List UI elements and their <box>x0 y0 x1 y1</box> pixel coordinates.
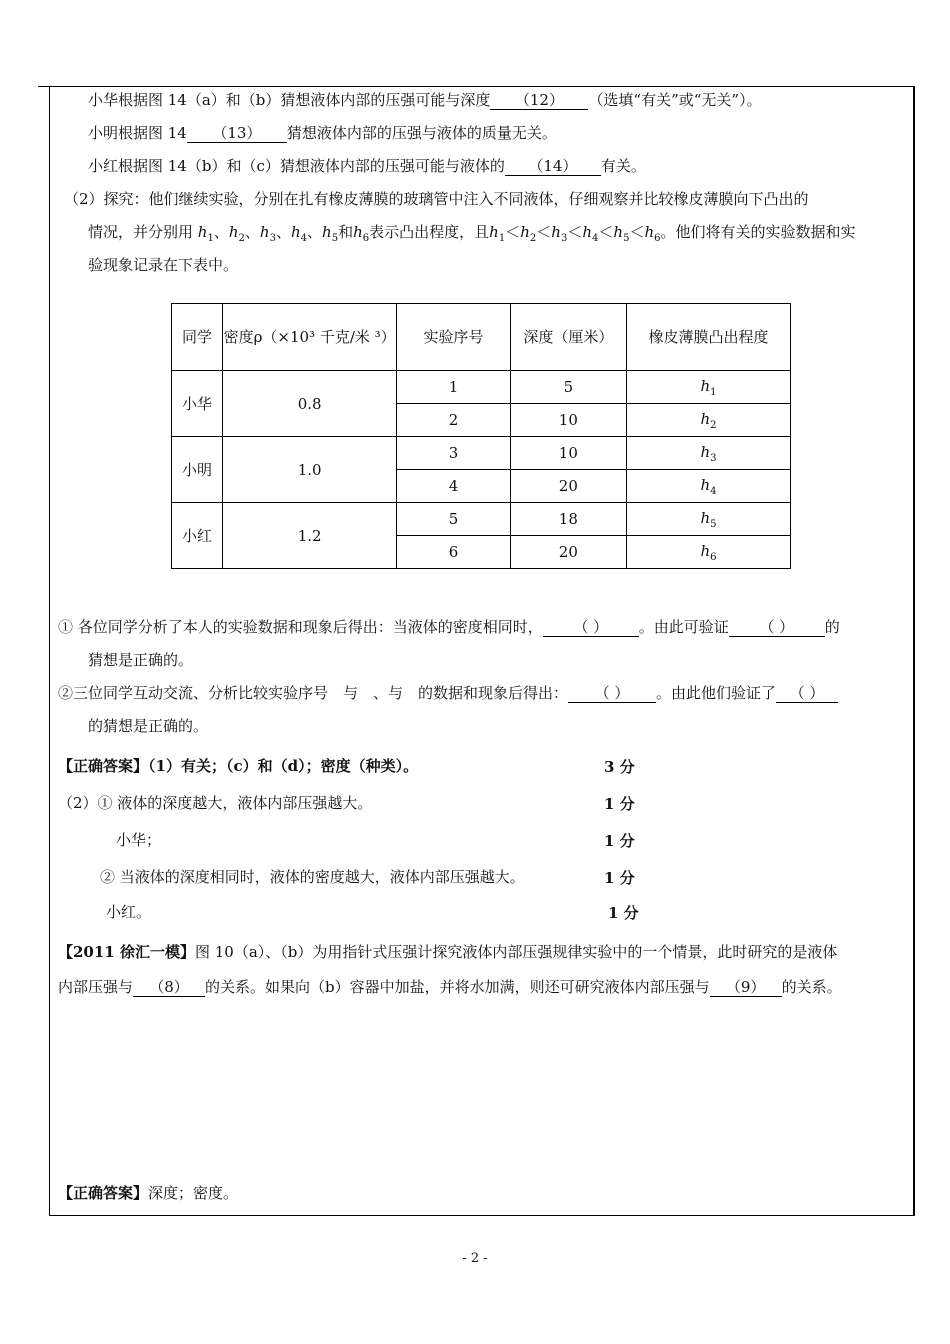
depth-cell: 5 <box>510 371 626 404</box>
student-cell: 小华 <box>172 371 223 437</box>
bulge-cell: $h_6$ <box>626 536 790 569</box>
score-2: 1 分 <box>604 795 635 813</box>
trial-cell: 6 <box>397 536 511 569</box>
student-cell: 小红 <box>172 503 223 569</box>
trial-cell: 1 <box>397 371 511 404</box>
question-2: ②三位同学互动交流、分析比较实验序号 与 、与 的数据和现象后得出： （ ） 。由此他们验证了 （ ） <box>58 683 838 703</box>
depth-cell: 18 <box>510 503 626 536</box>
col-header-bulge: 橡皮薄膜凸出程度 <box>626 304 790 371</box>
col-header-student: 同学 <box>172 304 223 371</box>
guess-xiaoming: 小明根据图 14 （13） 猜想液体内部的压强与液体的质量无关。 <box>88 124 557 142</box>
trial-cell: 4 <box>397 470 511 503</box>
answer-2: 【正确答案】深度；密度。 <box>58 1184 239 1202</box>
table-row <box>172 503 791 536</box>
depth-cell: 20 <box>510 536 626 569</box>
table-header-row <box>172 304 791 371</box>
trial-cell: 2 <box>397 404 511 437</box>
col-header-density: 密度ρ（×10³ 千克/米 ³） <box>223 304 397 371</box>
question-2-line-2: 的猜想是正确的。 <box>88 717 209 735</box>
question-1: ① 各位同学分析了本人的实验数据和现象后得出：当液体的密度相同时， （ ） 。由此可验证 （ ） 的 <box>58 618 840 636</box>
bulge-cell: $h_5$ <box>626 503 790 536</box>
score-1: 3 分 <box>604 758 635 776</box>
bulge-cell: $h_2$ <box>626 404 790 437</box>
explore-line-1: （2）探究：他们继续实验，分别在扎有橡皮薄膜的玻璃管中注入不同液体，仔细观察并比较橡皮薄膜向下凸出的 <box>64 190 809 208</box>
question-3-line-2: 内部压强与 （8） 的关系。如果向（b）容器中加盐，并将水加满，则还可研究液体内部压强与 （9） 的关系。 <box>58 978 842 996</box>
frame-shadow <box>913 86 915 1216</box>
trial-cell: 3 <box>397 437 511 470</box>
student-cell: 小明 <box>172 437 223 503</box>
density-cell: 0.8 <box>223 371 397 437</box>
question-3-line-1: 【2011 徐汇一模】图 10（a）、（b）为用指针式压强计探究液体内部压强规律实验中的一个情景，此时研究的是液体 <box>58 943 838 961</box>
explore-line-3: 验现象记录在下表中。 <box>88 256 239 274</box>
density-cell: 1.0 <box>223 437 397 503</box>
experiment-table <box>171 303 791 569</box>
answer-line-4: ② 当液体的深度相同时，液体的密度越大，液体内部压强越大。 <box>100 868 525 886</box>
table-row <box>172 437 791 470</box>
score-3: 1 分 <box>604 832 635 850</box>
guess-xiaohong: 小红根据图 14（b）和（c）猜想液体内部的压强可能与液体的 （14） 有关。 <box>88 157 646 175</box>
score-5: 1 分 <box>608 904 639 922</box>
depth-cell: 10 <box>510 404 626 437</box>
table-row <box>172 371 791 404</box>
depth-cell: 10 <box>510 437 626 470</box>
bulge-cell: $h_4$ <box>626 470 790 503</box>
score-4: 1 分 <box>604 869 635 887</box>
answer-line-1: 【正确答案】（1）有关；（c）和（d）；密度（种类）。 <box>58 757 419 775</box>
density-cell: 1.2 <box>223 503 397 569</box>
col-header-depth: 深度（厘米） <box>510 304 626 371</box>
trial-cell: 5 <box>397 503 511 536</box>
page-number: - 2 - <box>462 1251 488 1266</box>
bulge-cell: $h_1$ <box>626 371 790 404</box>
col-header-trial: 实验序号 <box>397 304 511 371</box>
bulge-cell: $h_3$ <box>626 437 790 470</box>
guess-xiaohua: 小华根据图 14（a）和（b）猜想液体内部的压强可能与深度 （12） （选填“有关”或“无关”）。 <box>88 91 762 109</box>
answer-line-3: 小华； <box>116 831 162 849</box>
answer-line-5: 小红。 <box>106 903 152 921</box>
question-1-line-2: 猜想是正确的。 <box>88 651 194 669</box>
answer-line-2: （2）① 液体的深度越大，液体内部压强越大。 <box>58 794 373 812</box>
depth-cell: 20 <box>510 470 626 503</box>
explore-line-2: 情况，并分别用 $h_1$、$h_2$、$h_3$、$h_4$、$h_5$和$h_6$表示凸出程度，且$h_1<h_2<h_3<h_4<h_5<h_6$。他们将有关的实验数据和实 <box>88 223 856 244</box>
